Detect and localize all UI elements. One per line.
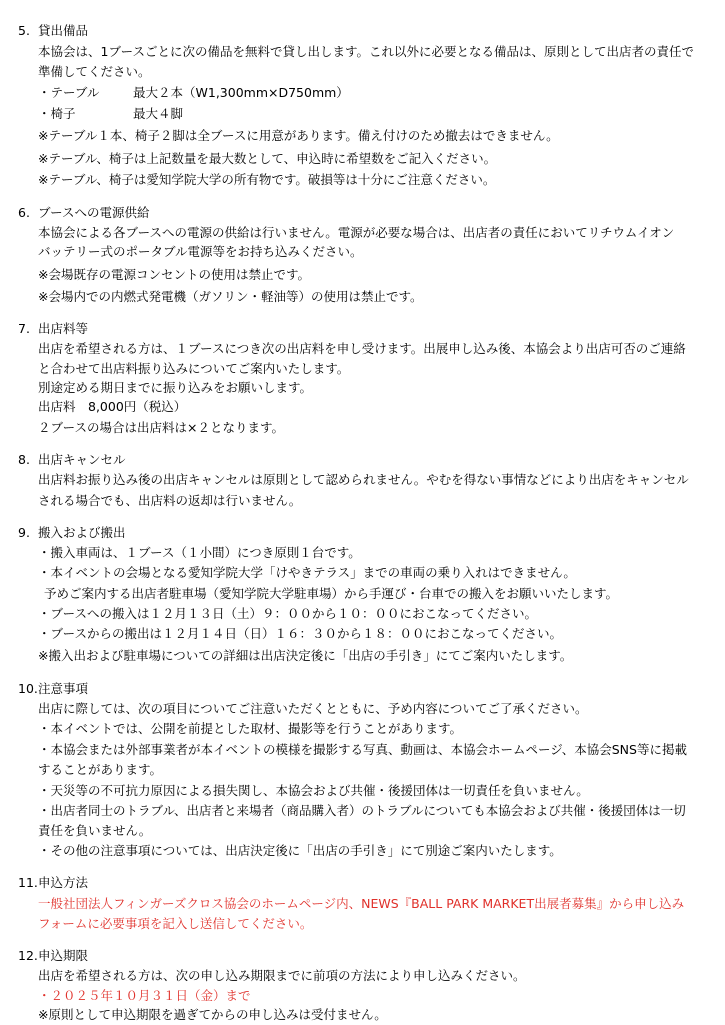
section-number: 7. xyxy=(18,321,30,336)
fee-line: 出店料 8,000円（税込） xyxy=(38,399,187,414)
section-title: 搬入および搬出 xyxy=(38,525,126,540)
paragraph-line: 別途定める期日までに振り込みをお願いします。 xyxy=(38,380,313,395)
item-value: 最大４脚 xyxy=(133,106,184,121)
section-title: 出店キャンセル xyxy=(38,452,126,467)
note-line: ※原則として申込期限を過ぎてからの申し込みは受付ません。 xyxy=(38,1007,387,1022)
equipment-item xyxy=(38,83,349,103)
paragraph-line: 出店を希望される方は、次の申し込み期限までに前項の方法により申し込みください。 xyxy=(38,968,526,983)
paragraph-line: ・出店者同士のトラブル、出店者と来場者（商品購入者）のトラブルについても本協会および共催・後援団体は一切 xyxy=(38,803,686,818)
paragraph-line: ・本協会または外部事業者が本イベントの模様を撮影する写真、動画は、本協会ホームページ、本協会SNS等に掲載 xyxy=(38,742,687,757)
deadline-date: ・２０２５年１０月３１日（金）まで xyxy=(38,988,251,1003)
paragraph-line: と合わせて出店料振り込みについてご案内いたします。 xyxy=(38,361,350,376)
section-number: 8. xyxy=(18,452,30,467)
section-number: 9. xyxy=(18,525,30,540)
paragraph-line: ・その他の注意事項については、出店決定後に「出店の手引き」にて別途ご案内いたします。 xyxy=(38,843,562,858)
section-number: 10. xyxy=(18,681,38,696)
note-line: ※会場既存の電源コンセントの使用は禁止です。 xyxy=(38,267,310,282)
paragraph-line: ・搬入車両は、１ブース（１小間）につき原則１台です。 xyxy=(38,545,361,560)
paragraph-line: ・ブースへの搬入は１２月１３日（土）９：００から１０：００におこなってください。 xyxy=(38,606,538,621)
paragraph-line: 出店を希望される方は、１ブースにつき次の出店料を申し受けます。出展申し込み後、本協会より出店可否のご連絡 xyxy=(38,341,686,356)
note-line: ※テーブル、椅子は上記数量を最大数として、申込時に希望数をご記入ください。 xyxy=(38,151,497,166)
equipment-item xyxy=(38,104,183,124)
application-instruction: 一般社団法人フィンガーズクロス協会のホームページ内、NEWS『BALL PARK MARKET出展者募集』から申し込み xyxy=(38,896,685,911)
section-title: 注意事項 xyxy=(38,681,89,696)
paragraph-line: ・ブースからの搬出は１２月１４日（日）１６：３０から１８：００におこなってください。 xyxy=(38,626,563,641)
paragraph-line: 本協会は、1ブースごとに次の備品を無料で貸し出します。これ以外に必要となる備品は、原則として出店者の責任で xyxy=(38,44,694,59)
paragraph-line: ・本イベントの会場となる愛知学院大学「けやきテラス」までの車両の乗り入れはできません。 xyxy=(38,565,576,580)
item-value: 最大２本（W1,300mm×D750mm） xyxy=(133,85,349,100)
section-title: 貸出備品 xyxy=(38,23,89,38)
note-line: ※テーブル１本、椅子２脚は全ブースに用意があります。備え付けのため撤去はできません。 xyxy=(38,128,559,143)
paragraph-line: ２ブースの場合は出店料は×２となります。 xyxy=(38,420,284,435)
paragraph-line: 準備してください。 xyxy=(38,64,151,79)
paragraph-line: 出店に際しては、次の項目についてご注意いただくとともに、予め内容についてご了承ください。 xyxy=(38,701,588,716)
section-number: 11. xyxy=(18,875,38,890)
paragraph-line: 責任を負いません。 xyxy=(38,823,152,838)
section-title: ブースへの電源供給 xyxy=(38,205,150,220)
paragraph-line: 予めご案内する出店者駐車場（愛知学院大学駐車場）から手運び・台車での搬入をお願いいたします。 xyxy=(44,586,619,601)
item-name: ・テーブル xyxy=(38,85,100,100)
paragraph-line: 本協会による各ブースへの電源の供給は行いません。電源が必要な場合は、出店者の責任においてリチウムイオン xyxy=(38,225,675,240)
section-title: 申込期限 xyxy=(38,948,89,963)
paragraph-line: 出店料お振り込み後の出店キャンセルは原則として認められません。やむを得ない事情などにより出店をキャンセル xyxy=(38,472,689,487)
application-instruction: フォームに必要事項を記入し送信してください。 xyxy=(38,916,313,931)
section-number: 6. xyxy=(18,205,30,220)
note-line: ※会場内での内燃式発電機（ガソリン・軽油等）の使用は禁止です。 xyxy=(38,289,423,304)
note-line: ※テーブル、椅子は愛知学院大学の所有物です。破損等は十分にご注意ください。 xyxy=(38,172,496,187)
note-line: ※搬入出および駐車場についての詳細は出店決定後に「出店の手引き」にてご案内いたします。 xyxy=(38,648,573,663)
paragraph-line: ・天災等の不可抗力原因による損失関し、本協会および共催・後援団体は一切責任を負いません。 xyxy=(38,783,589,798)
paragraph-line: することがあります。 xyxy=(38,762,163,777)
paragraph-line: バッテリー式のポータブル電源等をお持ち込みください。 xyxy=(38,244,363,259)
section-number: 5. xyxy=(18,23,30,38)
section-title: 申込方法 xyxy=(38,875,89,890)
section-title: 出店料等 xyxy=(38,321,89,336)
item-name: ・椅子 xyxy=(38,106,76,121)
paragraph-line: される場合でも、出店料の返却は行いません。 xyxy=(38,493,302,508)
paragraph-line: ・本イベントでは、公開を前提とした取材、撮影等を行うことがあります。 xyxy=(38,721,463,736)
section-number: 12. xyxy=(18,948,38,963)
